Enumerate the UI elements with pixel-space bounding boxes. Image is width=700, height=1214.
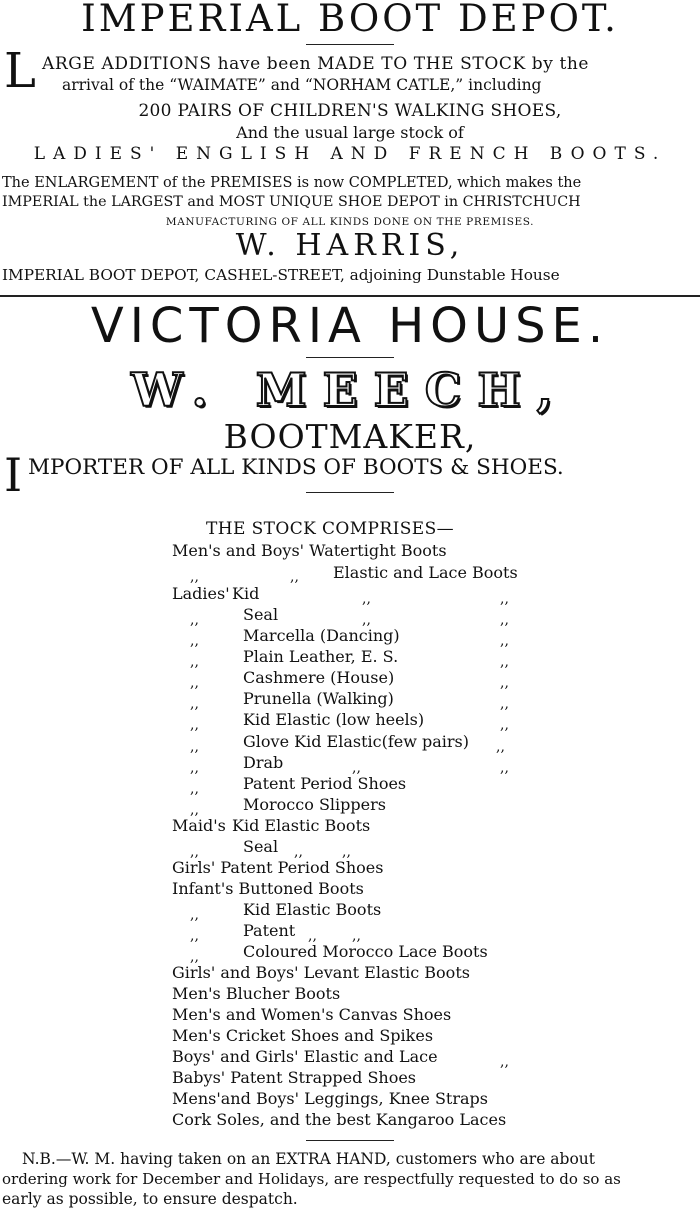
- ditto-mark: ,,: [362, 612, 371, 628]
- list-item: Mens'and Boys' Leggings, Knee Straps: [172, 1089, 488, 1108]
- ditto-mark: ,,: [190, 696, 199, 712]
- ditto-mark: ,,: [190, 633, 199, 649]
- list-item: Cork Soles, and the best Kangaroo Laces: [172, 1110, 507, 1129]
- divider: [306, 492, 394, 493]
- list-item: Men's and Women's Canvas Shoes: [172, 1005, 452, 1024]
- list-item: Kid: [232, 584, 260, 603]
- list-item: Glove Kid Elastic(few pairs): [243, 732, 469, 751]
- ditto-mark: ,,: [500, 612, 509, 628]
- list-item: Kid Elastic (low heels): [243, 710, 425, 729]
- ditto-mark: ,,: [500, 717, 509, 733]
- list-item: Ladies': [172, 584, 230, 603]
- ditto-mark: ,,: [294, 844, 303, 860]
- dropcap-i: I: [4, 448, 23, 502]
- ditto-mark: ,,: [500, 696, 509, 712]
- list-item: Patent Period Shoes: [243, 774, 407, 793]
- divider: [306, 357, 394, 358]
- merchant-name: W. MEECH,: [131, 363, 569, 417]
- nb-line-1: N.B.—W. M. having taken on an EXTRA HAND, customers who are about: [22, 1150, 596, 1168]
- ditto-mark: ,,: [290, 569, 299, 585]
- ditto-mark: ,,: [500, 760, 509, 776]
- proprietor-name: W. HARRIS,: [235, 228, 465, 263]
- imperial-line-4: And the usual large stock of: [236, 123, 464, 142]
- ditto-mark: ,,: [190, 717, 199, 733]
- dropcap-l: L: [4, 43, 36, 99]
- imperial-address: IMPERIAL BOOT DEPOT, CASHEL-STREET, adjoining Dunstable House: [2, 266, 560, 284]
- list-item: Boys' and Girls' Elastic and Lace: [172, 1047, 438, 1066]
- ditto-mark: ,,: [496, 739, 505, 755]
- ditto-mark: ,,: [308, 928, 317, 944]
- list-item: Elastic and Lace Boots: [333, 563, 518, 582]
- nb-line-3: early as possible, to ensure despatch.: [2, 1190, 298, 1208]
- ad-separator: [0, 295, 700, 297]
- list-item: Babys' Patent Strapped Shoes: [172, 1068, 417, 1087]
- divider: [306, 44, 394, 45]
- ditto-mark: ,,: [190, 907, 199, 923]
- ditto-mark: ,,: [190, 739, 199, 755]
- ditto-mark: ,,: [500, 1054, 509, 1070]
- ditto-mark: ,,: [500, 675, 509, 691]
- imperial-title: IMPERIAL BOOT DEPOT.: [81, 0, 619, 40]
- ditto-mark: ,,: [190, 949, 199, 965]
- ditto-mark: ,,: [500, 633, 509, 649]
- ditto-mark: ,,: [190, 928, 199, 944]
- list-item: Kid Elastic Boots: [243, 900, 382, 919]
- victoria-title: VICTORIA HOUSE.: [90, 298, 610, 354]
- list-item: Prunella (Walking): [243, 689, 394, 708]
- ditto-mark: ,,: [352, 928, 361, 944]
- list-item: Maid's: [172, 816, 226, 835]
- ditto-mark: ,,: [500, 591, 509, 607]
- ditto-mark: ,,: [190, 654, 199, 670]
- ditto-mark: ,,: [190, 612, 199, 628]
- imperial-line-8: MANUFACTURING OF ALL KINDS DONE ON THE PREMISES.: [165, 216, 535, 228]
- list-item: Men's Cricket Shoes and Spikes: [172, 1026, 434, 1045]
- list-item: Cashmere (House): [243, 668, 395, 687]
- list-item: Coloured Morocco Lace Boots: [243, 942, 488, 961]
- ditto-mark: ,,: [190, 802, 199, 818]
- list-item: Girls' Patent Period Shoes: [172, 858, 384, 877]
- stock-heading: THE STOCK COMPRISES—: [206, 519, 455, 539]
- imperial-line-2: arrival of the “WAIMATE” and “NORHAM CATLE,” including: [62, 76, 542, 94]
- list-item: Kid Elastic Boots: [232, 816, 371, 835]
- imperial-line-3: 200 PAIRS OF CHILDREN'S WALKING SHOES,: [138, 101, 562, 121]
- list-item: Drab: [243, 753, 284, 772]
- trade-title: BOOTMAKER,: [223, 417, 477, 456]
- ditto-mark: ,,: [190, 675, 199, 691]
- list-item: Patent: [243, 921, 296, 940]
- list-item: Morocco Slippers: [243, 795, 386, 814]
- ditto-mark: ,,: [190, 760, 199, 776]
- ditto-mark: ,,: [190, 844, 199, 860]
- importer-line: MPORTER OF ALL KINDS OF BOOTS & SHOES.: [28, 455, 564, 480]
- imperial-line-1: ARGE ADDITIONS have been MADE TO THE STOCK by the: [42, 54, 590, 74]
- list-item: Seal: [243, 605, 279, 624]
- ditto-mark: ,,: [190, 781, 199, 797]
- ditto-mark: ,,: [342, 844, 351, 860]
- list-item: Plain Leather, E. S.: [243, 647, 399, 666]
- imperial-line-7: IMPERIAL the LARGEST and MOST UNIQUE SHOE DEPOT in CHRISTCHUCH: [2, 194, 581, 210]
- divider: [306, 1140, 394, 1141]
- imperial-line-5: LADIES' ENGLISH AND FRENCH BOOTS.: [33, 144, 667, 164]
- nb-line-2: ordering work for December and Holidays, are respectfully requested to do so as: [2, 1170, 621, 1188]
- ditto-mark: ,,: [190, 569, 199, 585]
- ditto-mark: ,,: [362, 591, 371, 607]
- list-item: Infant's Buttoned Boots: [172, 879, 364, 898]
- ditto-mark: ,,: [500, 654, 509, 670]
- imperial-line-6: The ENLARGEMENT of the PREMISES is now COMPLETED, which makes the: [2, 175, 582, 191]
- list-item: Men's Blucher Boots: [172, 984, 341, 1003]
- list-item: Girls' and Boys' Levant Elastic Boots: [172, 963, 470, 982]
- ditto-mark: ,,: [352, 760, 361, 776]
- list-item: Seal: [243, 837, 279, 856]
- list-item: Marcella (Dancing): [243, 626, 400, 645]
- list-item: Men's and Boys' Watertight Boots: [172, 541, 447, 560]
